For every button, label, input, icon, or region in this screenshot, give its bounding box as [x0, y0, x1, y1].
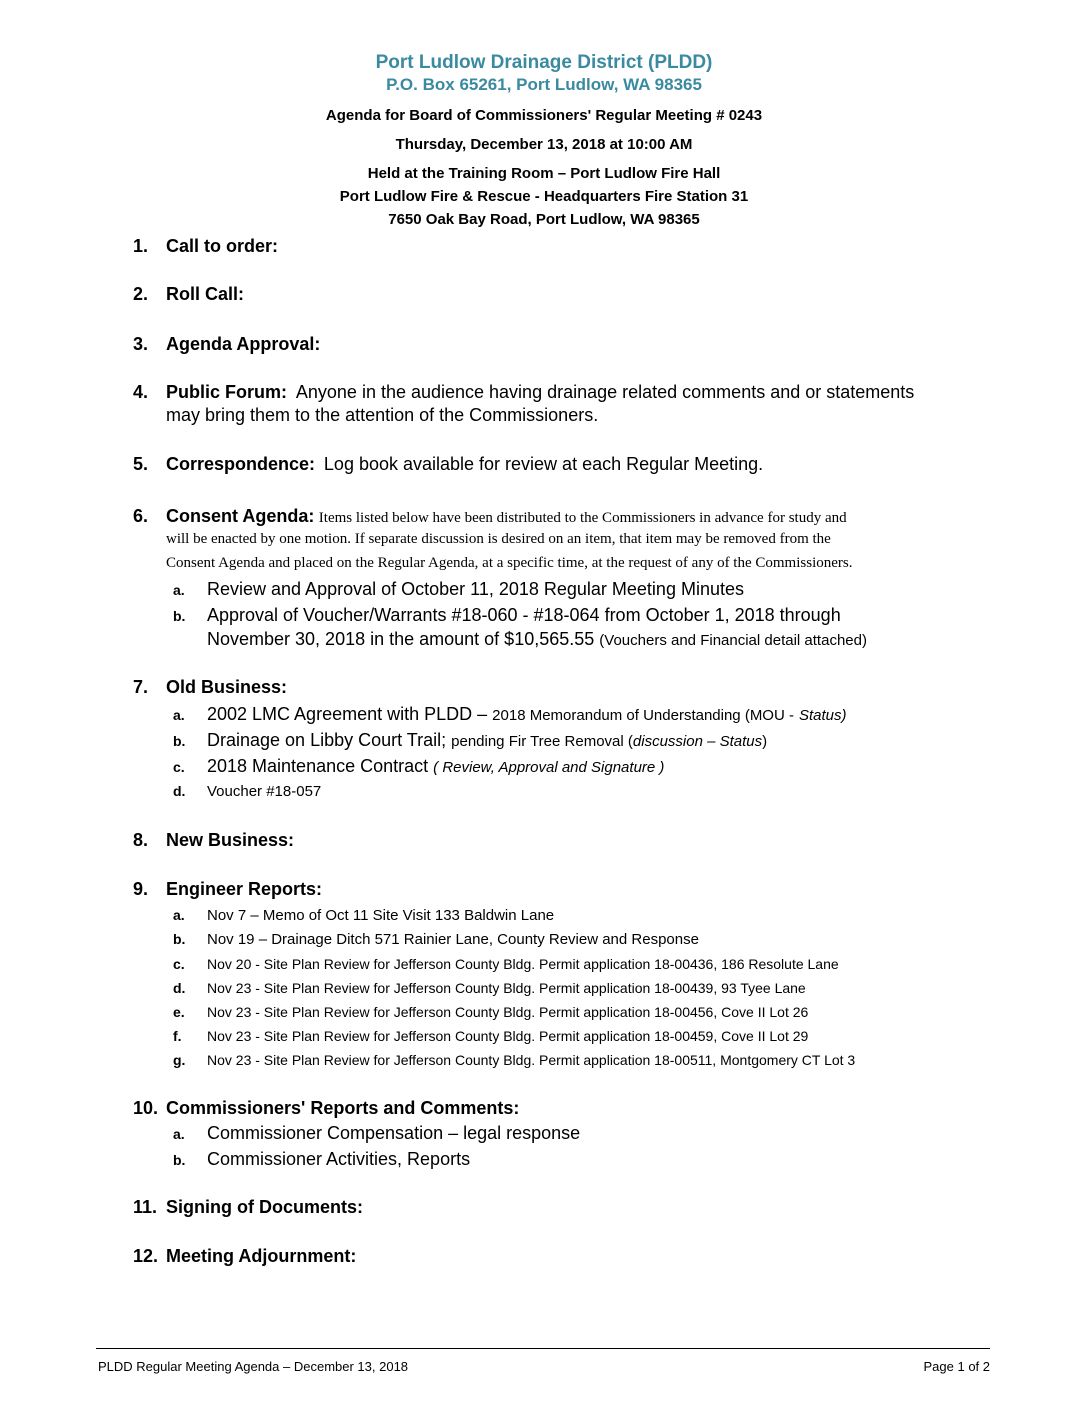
sub-item-text-continued: November 30, 2018 in the amount of $10,565.55	[207, 629, 595, 649]
sub-item-letter: c.	[173, 759, 185, 775]
item-number: 2.	[133, 284, 149, 304]
item-number: 4.	[133, 382, 149, 402]
agenda-item-public-forum	[133, 382, 1003, 427]
agenda-item-commissioners-reports	[133, 1098, 1003, 1171]
location-line-2: Port Ludlow Fire & Rescue - Headquarters Fire Station 31	[339, 188, 749, 205]
sub-item-text: Voucher #18-057	[207, 783, 322, 800]
item-title: Old Business:	[166, 677, 288, 697]
sub-item	[173, 1024, 1003, 1048]
sub-item-list	[173, 904, 1003, 1072]
sub-item-text: Nov 23 - Site Plan Review for Jefferson County Bldg. Permit application 18-00439, 93 Tyee Lane	[207, 980, 806, 996]
sub-item	[173, 904, 1003, 928]
item-number: 3.	[133, 334, 149, 354]
item-title: Roll Call:	[166, 284, 245, 304]
item-text: Items listed below have been distributed to the Commissioners in advance for study and	[318, 510, 847, 526]
item-text-continued: will be enacted by one motion. If separate discussion is desired on an item, that item may be removed from the	[166, 531, 831, 547]
sub-item	[173, 702, 1003, 728]
agenda-item-call-to-order	[133, 236, 278, 257]
item-text-continued: may bring them to the attention of the Commissioners.	[166, 405, 599, 425]
sub-item-list	[173, 1121, 1003, 1171]
sub-item	[173, 928, 1003, 952]
agenda-item-engineer-reports	[133, 879, 1003, 1072]
sub-item	[173, 603, 1003, 653]
sub-item-letter: d.	[173, 980, 186, 996]
footer-page-number: Page 1 of 2	[923, 1359, 990, 1374]
sub-item-text: Nov 19 – Drainage Ditch 571 Rainier Lane, County Review and Response	[207, 931, 699, 948]
item-number: 7.	[133, 677, 149, 697]
item-title: New Business:	[166, 830, 295, 850]
meeting-datetime: Thursday, December 13, 2018 at 10:00 AM	[395, 136, 693, 153]
sub-item-detail: pending Fir Tree Removal (	[451, 733, 633, 750]
sub-item	[173, 1048, 1003, 1072]
sub-item-letter: b.	[173, 931, 186, 947]
item-text: Log book available for review at each Regular Meeting.	[323, 454, 764, 474]
sub-item-letter: e.	[173, 1004, 185, 1020]
sub-item	[173, 1000, 1003, 1024]
sub-item-text: Review and Approval of October 11, 2018 Regular Meeting Minutes	[207, 579, 744, 599]
item-title: Correspondence:	[166, 454, 316, 474]
sub-item-letter: d.	[173, 783, 186, 799]
sub-item	[173, 754, 1003, 780]
sub-item-letter: g.	[173, 1052, 186, 1068]
sub-item-list	[173, 702, 1003, 804]
agenda-item-old-business	[133, 677, 1003, 804]
sub-item-text: Nov 23 - Site Plan Review for Jefferson County Bldg. Permit application 18-00511, Montgomery CT Lot 3	[207, 1052, 856, 1068]
sub-item	[173, 1121, 1003, 1145]
sub-item-list	[173, 577, 1003, 653]
sub-item	[173, 728, 1003, 754]
item-number: 5.	[133, 454, 149, 474]
item-number: 8.	[133, 830, 149, 850]
item-title: Engineer Reports:	[166, 879, 323, 899]
sub-item-text: Drainage on Libby Court Trail;	[207, 730, 447, 750]
sub-item-letter: a.	[173, 582, 185, 598]
sub-item-letter: a.	[173, 1126, 185, 1142]
item-number: 12.	[133, 1246, 159, 1266]
sub-item-status: ( Review, Approval and Signature )	[433, 759, 665, 776]
sub-item-status: discussion – Status	[632, 733, 763, 750]
sub-item-text: 2002 LMC Agreement with PLDD –	[207, 704, 488, 724]
item-number: 11.	[133, 1197, 158, 1217]
sub-item-text: Nov 7 – Memo of Oct 11 Site Visit 133 Baldwin Lane	[207, 907, 555, 924]
sub-item	[173, 976, 1003, 1000]
item-text-continued: Consent Agenda and placed on the Regular Agenda, at a specific time, at the request of any of the Commissioners.	[166, 555, 853, 571]
document-header	[0, 52, 1088, 231]
location-line-1: Held at the Training Room – Port Ludlow Fire Hall	[367, 165, 721, 182]
sub-item-letter: b.	[173, 608, 186, 624]
item-number: 9.	[133, 879, 149, 899]
sub-item-text: Nov 23 - Site Plan Review for Jefferson County Bldg. Permit application 18-00456, Cove II Lot 26	[207, 1004, 809, 1020]
sub-item-text: Nov 23 - Site Plan Review for Jefferson County Bldg. Permit application 18-00459, Cove II Lot 29	[207, 1028, 809, 1044]
location-line-3: 7650 Oak Bay Road, Port Ludlow, WA 98365	[388, 211, 700, 228]
item-number: 1.	[133, 236, 149, 256]
sub-item	[173, 780, 1003, 804]
sub-item	[173, 577, 1003, 601]
sub-item-status: Status)	[799, 707, 847, 724]
sub-item-letter: a.	[173, 707, 185, 723]
item-number: 10.	[133, 1098, 159, 1118]
item-number: 6.	[133, 506, 149, 526]
item-title: Signing of Documents:	[166, 1197, 363, 1217]
agenda-item-new-business	[133, 830, 294, 851]
agenda-item-signing-of-documents	[133, 1197, 363, 1218]
item-title: Public Forum:	[166, 382, 287, 402]
sub-item-text: Nov 20 - Site Plan Review for Jefferson County Bldg. Permit application 18-00436, 186 Resolute Lane	[207, 956, 839, 972]
agenda-item-roll-call	[133, 284, 244, 305]
sub-item-text: Approval of Voucher/Warrants #18-060 - #18-064 from October 1, 2018 through	[207, 605, 841, 625]
sub-item-letter: f.	[173, 1028, 182, 1044]
item-title: Agenda Approval:	[166, 334, 321, 354]
sub-item-text: Commissioner Activities, Reports	[207, 1149, 471, 1169]
sub-item-letter: b.	[173, 1152, 186, 1168]
agenda-item-meeting-adjournment	[133, 1246, 356, 1267]
sub-item-text: 2018 Maintenance Contract	[207, 756, 429, 776]
item-title: Consent Agenda:	[166, 506, 315, 526]
sub-item	[173, 952, 1003, 976]
sub-item-letter: a.	[173, 907, 185, 923]
item-title: Call to order:	[166, 236, 279, 256]
item-title: Meeting Adjournment:	[166, 1246, 357, 1266]
item-title: Commissioners' Reports and Comments:	[166, 1098, 520, 1118]
agenda-item-consent-agenda	[133, 506, 1003, 653]
sub-item-text: Commissioner Compensation – legal response	[207, 1123, 581, 1143]
sub-item-detail: 2018 Memorandum of Understanding (MOU -	[492, 707, 794, 724]
agenda-item-agenda-approval	[133, 334, 320, 355]
agenda-item-correspondence	[133, 454, 763, 475]
sub-item-note: (Vouchers and Financial detail attached)	[599, 632, 867, 649]
org-address: P.O. Box 65261, Port Ludlow, WA 98365	[386, 75, 702, 94]
sub-item	[173, 1147, 1003, 1171]
item-text: Anyone in the audience having drainage related comments and or statements	[295, 382, 915, 402]
footer-divider	[96, 1348, 990, 1349]
sub-item-letter: c.	[173, 956, 185, 972]
agenda-title: Agenda for Board of Commissioners' Regular Meeting # 0243	[325, 107, 763, 124]
sub-item-letter: b.	[173, 733, 186, 749]
sub-item-close: )	[762, 733, 768, 750]
footer-document-title: PLDD Regular Meeting Agenda – December 13, 2018	[98, 1359, 409, 1374]
org-name: Port Ludlow Drainage District (PLDD)	[375, 52, 713, 73]
